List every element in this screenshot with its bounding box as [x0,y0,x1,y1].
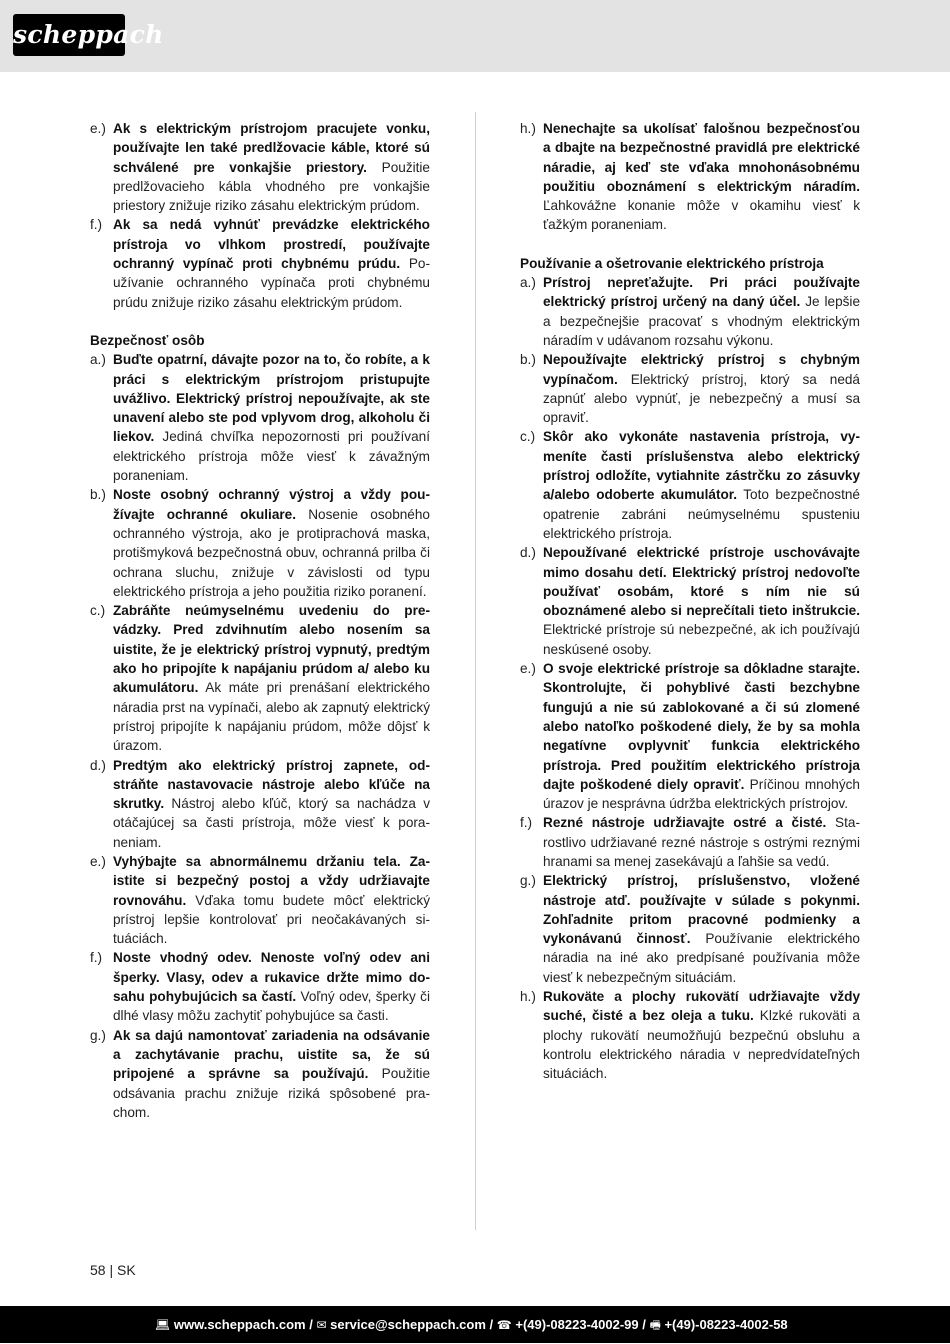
item-body [543,543,860,659]
list-item [90,215,430,311]
item-text: Používanie elektrického náradia na iné ako predpísané používania môže viesť k nebezpečným situáciám. [543,931,860,985]
item-bold-text: Rezné nástroje udržiavajte ostré a čisté. [543,815,827,831]
item-bold-text: Elektrický prístroj, príslušenstvo, vložené nástroje atď. používajte v súlade s pokynmi. Zohľadnite pritom pracovné podmienky a vykonávanú činnosť. [543,873,860,947]
section-heading: Používanie a ošetrovanie elektrického prístroja [520,255,824,271]
footer-fax: +(49)-08223-4002-58 [664,1317,788,1332]
item-text: Ľahkovážne konanie môže v okamihu viesť k ťažkým poraneniam. [543,198,860,233]
item-text: Vďaka tomu budete môcť elektrický prístroj lepšie kontrolovať pri neočakávaných situáciách. [113,892,430,947]
list-item [90,601,430,755]
item-text: Použitie predlžovacieho kábla vhodného pre vonkajšie priestory znižuje riziko zásahu elektrickým prúdom. [113,159,430,214]
computer-icon: 💻︎ [155,1318,171,1332]
footer-contact-line [155,1306,788,1343]
column-divider [475,112,476,1230]
footer-website-link[interactable]: www.scheppach.com [173,1317,306,1332]
item-bold-text: O svoje elektrické prístroje sa dôkladne starajte. Skontrolujte, či pohyblivé časti bezchybne fungujú a nie sú zablokované a či sú zlomené alebo natoľko poškodené diely, že by sa mohla negatívne ovplyvniť funkcia elektrického prístroja. Pred použitím elektrického prístroja dajte poškodené diely opraviť. [543,661,860,792]
list-item [520,987,860,1083]
item-bold-text: Nenechajte sa ukolísať falošnou bezpečnosťou a dbajte na bezpečnostné pravidlá pre elektrické náradie, aj keď ste vďaka mnohonásobnému použitiu oboznámení s elektrickým náradím. [543,121,860,194]
item-bold-text: Vyhýbajte sa abnormálnemu držaniu tela. Zaistite si bezpečný postoj a vždy udržiavajte rovnováhu. [113,853,430,908]
item-label: g.) [520,873,536,889]
list-item [90,852,430,948]
left-column [90,119,430,1122]
item-bold-text: Nepoužívajte elektrický prístroj s chybným vypínačom. [543,352,860,387]
item-text: Voľný odev, šperky či dlhé vlasy môžu zachytiť pohybujúce sa časti. [113,989,430,1024]
item-bold-text: Ak sa nedá vyhnúť prevádzke elektrického prístroja vo vlhkom prostredí, používajte ochranný vypínač proti chybnému prúdu. [113,217,430,272]
item-body [113,601,430,755]
item-text: Nástroj alebo kľúč, ktorý sa nachádza v otáčajúcej sa časti prístroja, môže viesť k poraneniam. [113,796,430,850]
item-body [543,871,860,987]
item-body [543,273,860,350]
list-item [520,119,860,235]
list-item [520,427,860,543]
item-label: b.) [520,352,536,368]
item-text: Klzké rukoväti a plochy rukovätí neumožňujú bezpečnú obsluhu a kontrolu elektrického náradia v nepredvídateľných situáciách. [543,1008,860,1082]
phone-icon: ☎︎ [496,1318,512,1332]
item-body [543,813,860,871]
item-body [113,1026,430,1122]
footer-phone: +(49)-08223-4002-99 [515,1317,639,1332]
list-item [90,948,430,1025]
list-item [520,273,860,350]
list-item [520,350,860,427]
item-bold-text: Predtým ako elektrický prístroj zapnete, odstráňte nastavovacie nástroje alebo kľúče na skrutky. [113,757,430,812]
email-icon: ✉︎ [316,1318,327,1332]
list-item [520,543,860,659]
footer-email-link[interactable]: service@scheppach.com [330,1317,486,1332]
item-label: f.) [90,217,103,233]
item-label: e.) [520,661,536,677]
item-text: Ak máte pri prenášaní elektrického náradia prst na vypínači, alebo ak zapnutý elektrický prístroj pripojíte k napájaniu prúdom, môže dôjsť k úrazom. [113,680,430,754]
item-label: f.) [520,815,533,831]
item-bold-text: Nepoužívané elektrické prístroje uschovávajte mimo dosahu detí. Elektrický prístroj nedovoľte používať osobám, ktoré s ním nie sú oboznámené alebo si neprečítali tieto inštrukcie. [543,545,860,619]
list-item [90,119,430,215]
scheppach-logo: scheppach [13,14,125,56]
item-body [113,215,430,311]
right-section-list [520,273,860,1083]
list-item [90,756,430,852]
item-label: c.) [520,429,536,445]
item-body [113,350,430,485]
item-label: e.) [90,121,106,136]
item-text: Príčinou mnohých úrazov je nesprávna údržba elektrických prístrojov. [543,776,860,812]
list-item [520,813,860,871]
list-item [90,1026,430,1122]
footer-separator: / [642,1317,646,1332]
item-bold-text: Skôr ako vykonáte nastavenia prístroja, vymeníte časti príslušenstva alebo elektrický prístroj odložíte, vytiahnite zástrčku zo zásuvky a/alebo odoberte akumulátor. [543,429,860,503]
item-body [113,119,430,215]
item-text: Elektrický prístroj, ktorý sa nedá zapnúť alebo vypnúť, je nebezpečný a musí sa opraviť. [543,371,860,426]
item-label: a.) [520,275,536,291]
item-body [543,119,860,235]
list-item [90,485,430,601]
item-label: b.) [90,487,106,503]
header-band [0,0,950,72]
list-item [520,659,860,813]
item-body [543,350,860,427]
item-bold-text: Noste vhodný odev. Nenoste voľný odev ani šperky. Vlasy, odev a rukavice držte mimo dosahu pohybujúcich sa častí. [113,950,430,1005]
item-text: Jediná chvíľka nepozornosti pri používaní elektrického prístroja môže viesť k závažným poraneniam. [113,429,430,484]
item-label: d.) [90,757,106,773]
section-heading: Bezpečnosť osôb [90,332,205,348]
item-bold-text: Rukoväte a plochy rukovätí udržiavajte vždy suché, čisté a bez oleja a tuku. [543,989,860,1024]
right-intro-list [520,119,860,235]
item-body [113,756,430,852]
item-label: e.) [90,853,106,869]
item-bold-text: Ak s elektrickým prístrojom pracujete vonku, používajte len také predlžovacie káble, ktoré sú schválené pre vonkajšie priestory. [113,121,430,175]
item-text: Starostlivo udržiavané rezné nástroje s ostrými reznými hranami sa menej zasekávajú a ľahšie sa vedú. [543,815,860,869]
item-text: Použitie odsávania prachu znižuje riziká spôsobené prachom. [113,1066,431,1120]
item-text: Je lepšie a bezpečnejšie pracovať s vhodným elektrickým náradím v udávanom rozsahu výkonu. [543,294,861,348]
left-intro-list [90,119,430,312]
item-text: Nosenie osobného ochranného výstroja, ako je protiprachová maska, protišmyková bezpečnostná obuv, ochranná prilba či ochrana sluchu, znižuje v závislosti od typu elektrického prístroja a jeho použitia riziko poranení. [113,506,430,599]
item-text: Používanie ochranného vypínača proti chybnému prúdu znižuje riziko zásahu elektrickým prúdom. [113,256,430,310]
item-body [113,948,430,1025]
left-section-list [90,350,430,1122]
item-label: h.) [520,121,536,136]
item-bold-text: Ak sa dajú namontovať zariadenia na odsávanie a zachytávanie prachu, uistite sa, že sú pripojené a správne sa používajú. [113,1027,430,1082]
item-label: a.) [90,352,106,368]
item-bold-text: Noste osobný ochranný výstroj a vždy používajte ochranné okuliare. [113,487,430,522]
item-label: g.) [90,1027,106,1043]
list-item [520,871,860,987]
page-number: 58 | SK [90,1262,136,1278]
item-bold-text: Prístroj nepreťažujte. Pri práci používajte elektrický prístroj určený na daný účel. [543,275,860,310]
item-label: d.) [520,545,536,561]
item-body [543,987,860,1083]
item-bold-text: Buďte opatrní, dávajte pozor na to, čo robíte, a k práci s elektrickým prístrojom pristupujte uvážlivo. Elektrický prístroj nepoužívajte, ak ste unavení alebo ste pod vplyvom drog, alkoholu či liekov. [113,352,430,445]
item-body [543,659,860,813]
item-body [113,485,430,601]
item-body [543,427,860,543]
item-bold-text: Zabráňte neúmyselnému uvedeniu do prevádzky. Pred zdvihnutím alebo nosením sa uistite, že je elektrický prístroj vypnutý, predtým ako ho pripojíte k napájaniu prúdom a/ alebo ku akumulátoru. [113,603,430,696]
item-label: f.) [90,950,103,966]
list-item [90,350,430,485]
footer-separator: / [489,1317,494,1332]
item-text: Elektrické prístroje sú nebezpečné, ak ich používajú neskúsené osoby. [543,622,860,657]
footer-bar [0,1306,950,1343]
right-column [520,119,860,1084]
item-label: h.) [520,989,536,1005]
item-text: Toto bezpečnostné opatrenie zabráni neúmyselnému spusteniu elektrického prístroja. [543,487,860,541]
fax-icon: 🖷︎ [649,1318,661,1332]
item-body [113,852,430,948]
footer-separator: / [309,1317,313,1332]
item-label: c.) [90,603,106,619]
